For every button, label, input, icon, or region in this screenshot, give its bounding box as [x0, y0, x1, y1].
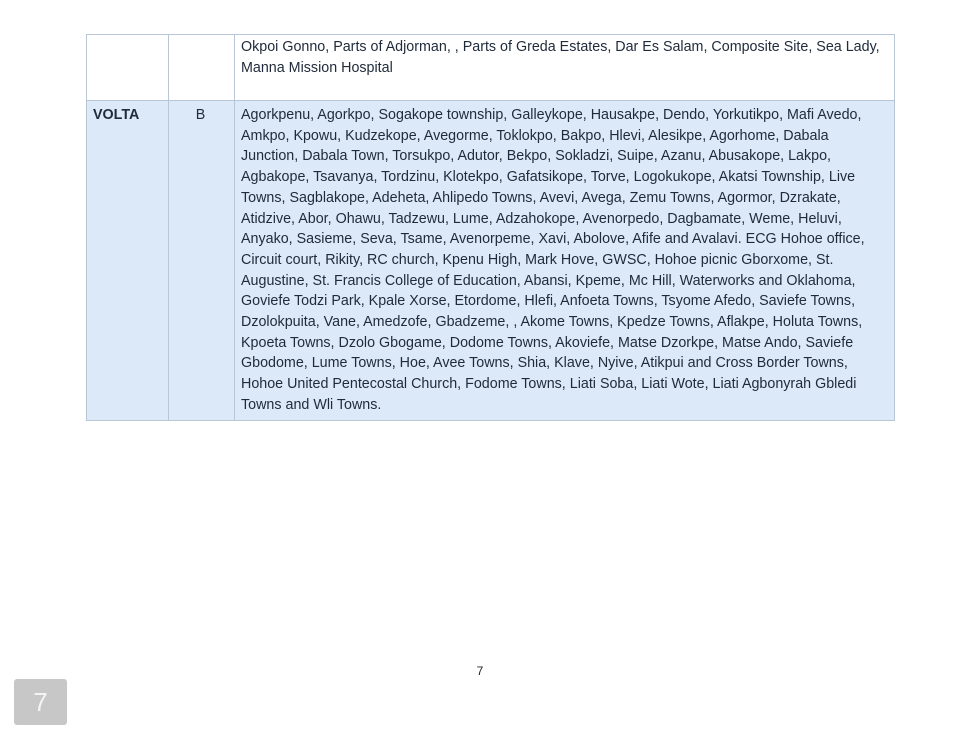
- region-cell: VOLTA: [87, 101, 169, 421]
- group-cell: B: [169, 101, 235, 421]
- outage-schedule-table: [86, 34, 895, 421]
- page-thumbnail-badge[interactable]: 7: [14, 679, 67, 725]
- region-cell: [87, 35, 169, 101]
- table-row-volta: [87, 101, 895, 421]
- page-number: 7: [476, 664, 484, 678]
- affected-areas-cell: Okpoi Gonno, Parts of Adjorman, , Parts of Greda Estates, Dar Es Salam, Composite Site, Sea Lady, Manna Mission Hospital: [235, 35, 895, 101]
- table-row: [87, 35, 895, 101]
- group-cell: [169, 35, 235, 101]
- affected-areas-cell: Agorkpenu, Agorkpo, Sogakope township, Galleykope, Hausakpe, Dendo, Yorkutikpo, Mafi Avedo, Amkpo, Kpowu, Kudzekope, Avegorme, Toklokpo, Bakpo, Hlevi, Alesikpe, Agorhome, Dabala Junction, Dabala Town, Torsukpo, Adutor, Bekpo, Sokladzi, Suipe, Azanu, Abusakope, Lakpo, Agbakope, Tsavanya, Tordzinu, Klotekpo, Gafatsikope, Torve, Logokukope, Akatsi Township, Live Towns, Sagblakope, Adeheta, Ahlipedo Towns, Avevi, Avega, Zemu Towns, Agormor, Dzrakate, Atidzive, Abor, Ohawu, Tadzewu, Lume, Adzahokope, Avenorpedo, Dagbamate, Weme, Heluvi, Anyako, Sasieme, Seva, Tsame, Avenorpeme, Xavi, Abolove, Afife and Avalavi. ECG Hohoe office, Circuit court, Rikity, RC church, Kpenu High, Mark Hove, GWSC, Hohoe picnic Gborxome, St. Augustine, St. Francis College of Education, Abansi, Kpeme, Mc Hill, Waterworks and Oklahoma, Goviefe Todzi Park, Kpale Xorse, Etordome, Hlefi, Anfoeta Towns, Tsyome Afedo, Saviefe Towns, Dzolokpuita, Vane, Amedzofe, Gbadzeme, , Akome Towns, Kpedze Towns, Aflakpe, Holuta Towns, Kpoeta Towns, Dzolo Gbogame, Dodome Towns, Akoviefe, Matse Dzorkpe, Matse Ando, Saviefe Gbodome, Lume Towns, Hoe, Avee Towns, Shia, Klave, Nyive, Atikpui and Cross Border Towns, Hohoe United Pentecostal Church, Fodome Towns, Liati Soba, Liati Wote, Liati Agbonyrah Gbledi Towns and Wli Towns.: [235, 101, 895, 421]
